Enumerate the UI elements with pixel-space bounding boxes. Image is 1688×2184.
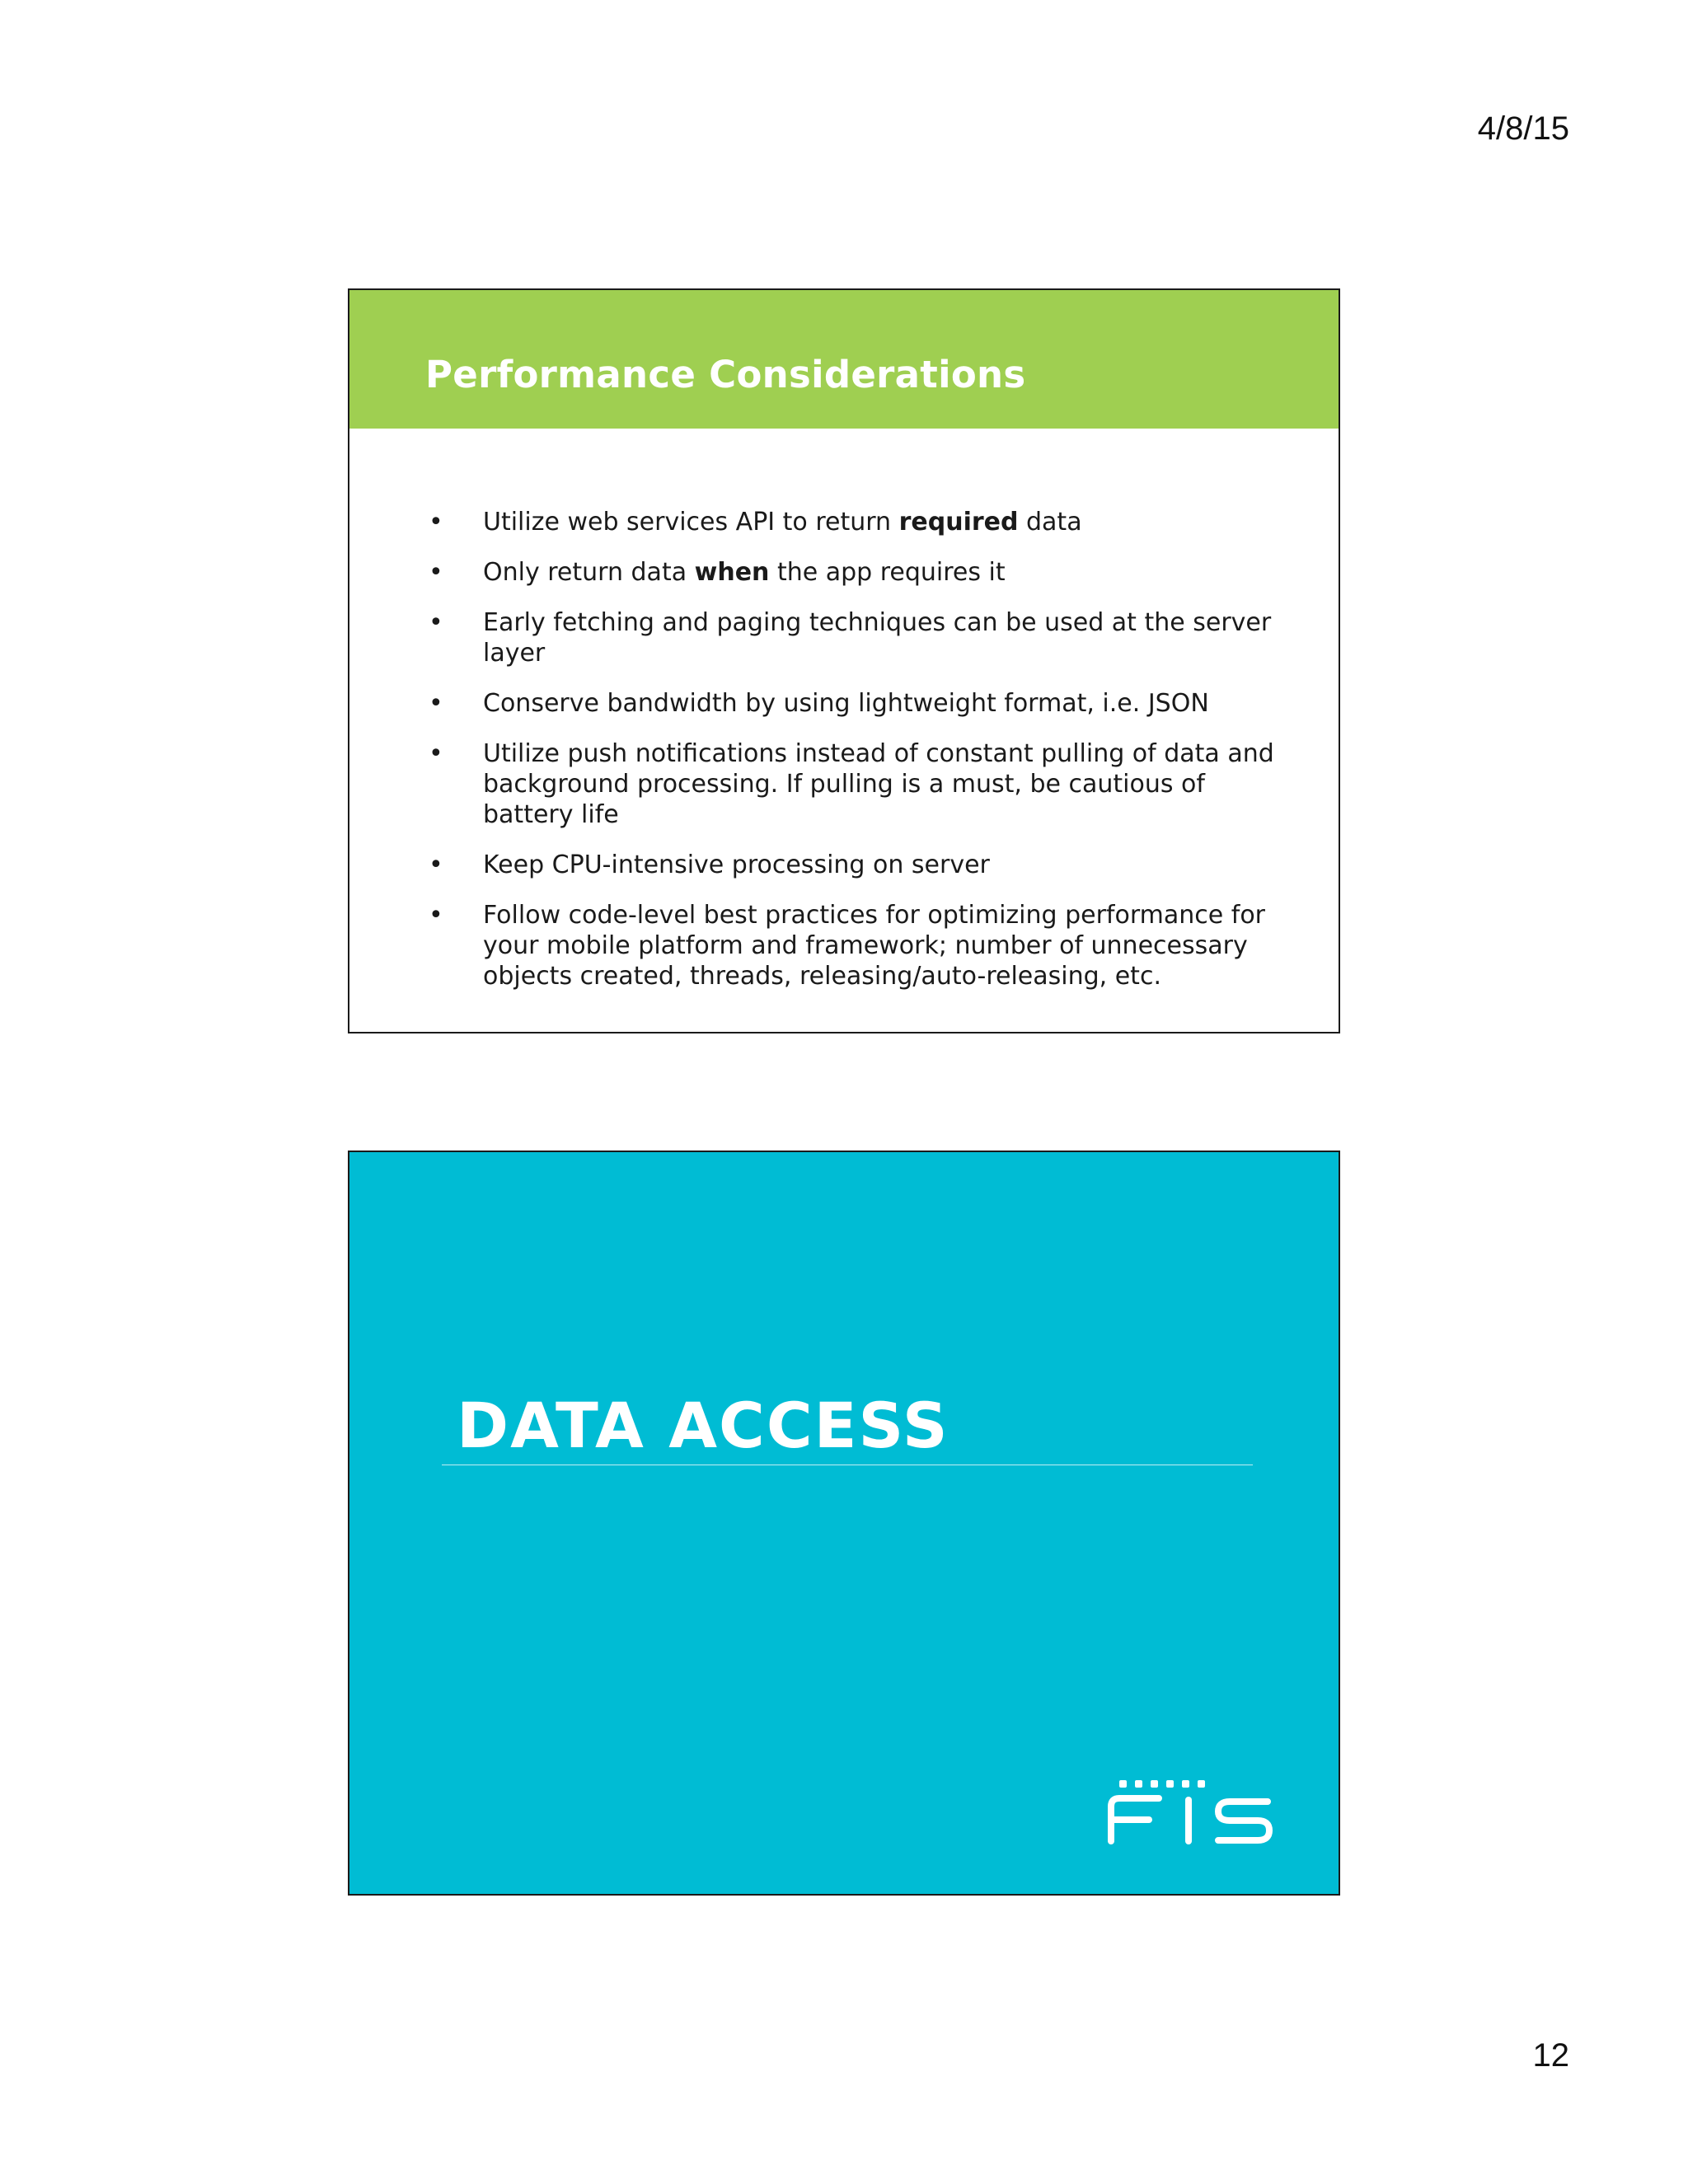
section-title: DATA ACCESS: [457, 1389, 950, 1462]
bullet-item: [429, 688, 1302, 719]
slide-header: [349, 290, 1339, 429]
bullet-item: [429, 900, 1302, 991]
bullet-dot-icon: •: [429, 558, 443, 587]
bullet-item: [429, 850, 1302, 880]
slide-title: Performance Considerations: [425, 353, 1026, 396]
bullet-text: Early fetching and paging techniques can be used at the server layer: [483, 608, 1272, 668]
bullet-dot-icon: •: [429, 508, 443, 537]
bullet-emphasis: required: [898, 508, 1019, 537]
slide-performance-considerations: [348, 288, 1340, 1033]
bullet-dot-icon: •: [429, 851, 443, 879]
page-date: 4/8/15: [1477, 110, 1569, 147]
bullet-text: Utilize web services API to return: [483, 508, 899, 537]
bullet-list: [429, 507, 1302, 1011]
bullet-dot-icon: •: [429, 608, 443, 637]
bullet-dot-icon: •: [429, 689, 443, 718]
bullet-item: [429, 507, 1302, 537]
bullet-text: Follow code-level best practices for optimizing performance for your mobile platform and framework; number of unnecessary objects created, threads, releasing/auto-releasing, etc.: [483, 901, 1266, 991]
bullet-text: the app requires it: [769, 558, 1006, 587]
bullet-dot-icon: •: [429, 739, 443, 768]
fis-logo-icon: [1106, 1777, 1278, 1844]
bullet-emphasis: when: [694, 558, 770, 587]
bullet-text: Conserve bandwidth by using lightweight format, i.e. JSON: [483, 689, 1209, 718]
slide-data-access: [348, 1151, 1340, 1896]
bullet-item: [429, 738, 1302, 830]
bullet-item: [429, 607, 1302, 668]
bullet-item: [429, 557, 1302, 588]
bullet-text: Utilize push notifications instead of constant pulling of data and background processing. If pulling is a must, be cautious of battery life: [483, 739, 1274, 829]
page-number: 12: [1532, 2037, 1569, 2074]
bullet-text: Keep CPU-intensive processing on server: [483, 851, 990, 879]
bullet-text: data: [1018, 508, 1082, 537]
bullet-dot-icon: •: [429, 901, 443, 930]
bullet-text: Only return data: [483, 558, 695, 587]
